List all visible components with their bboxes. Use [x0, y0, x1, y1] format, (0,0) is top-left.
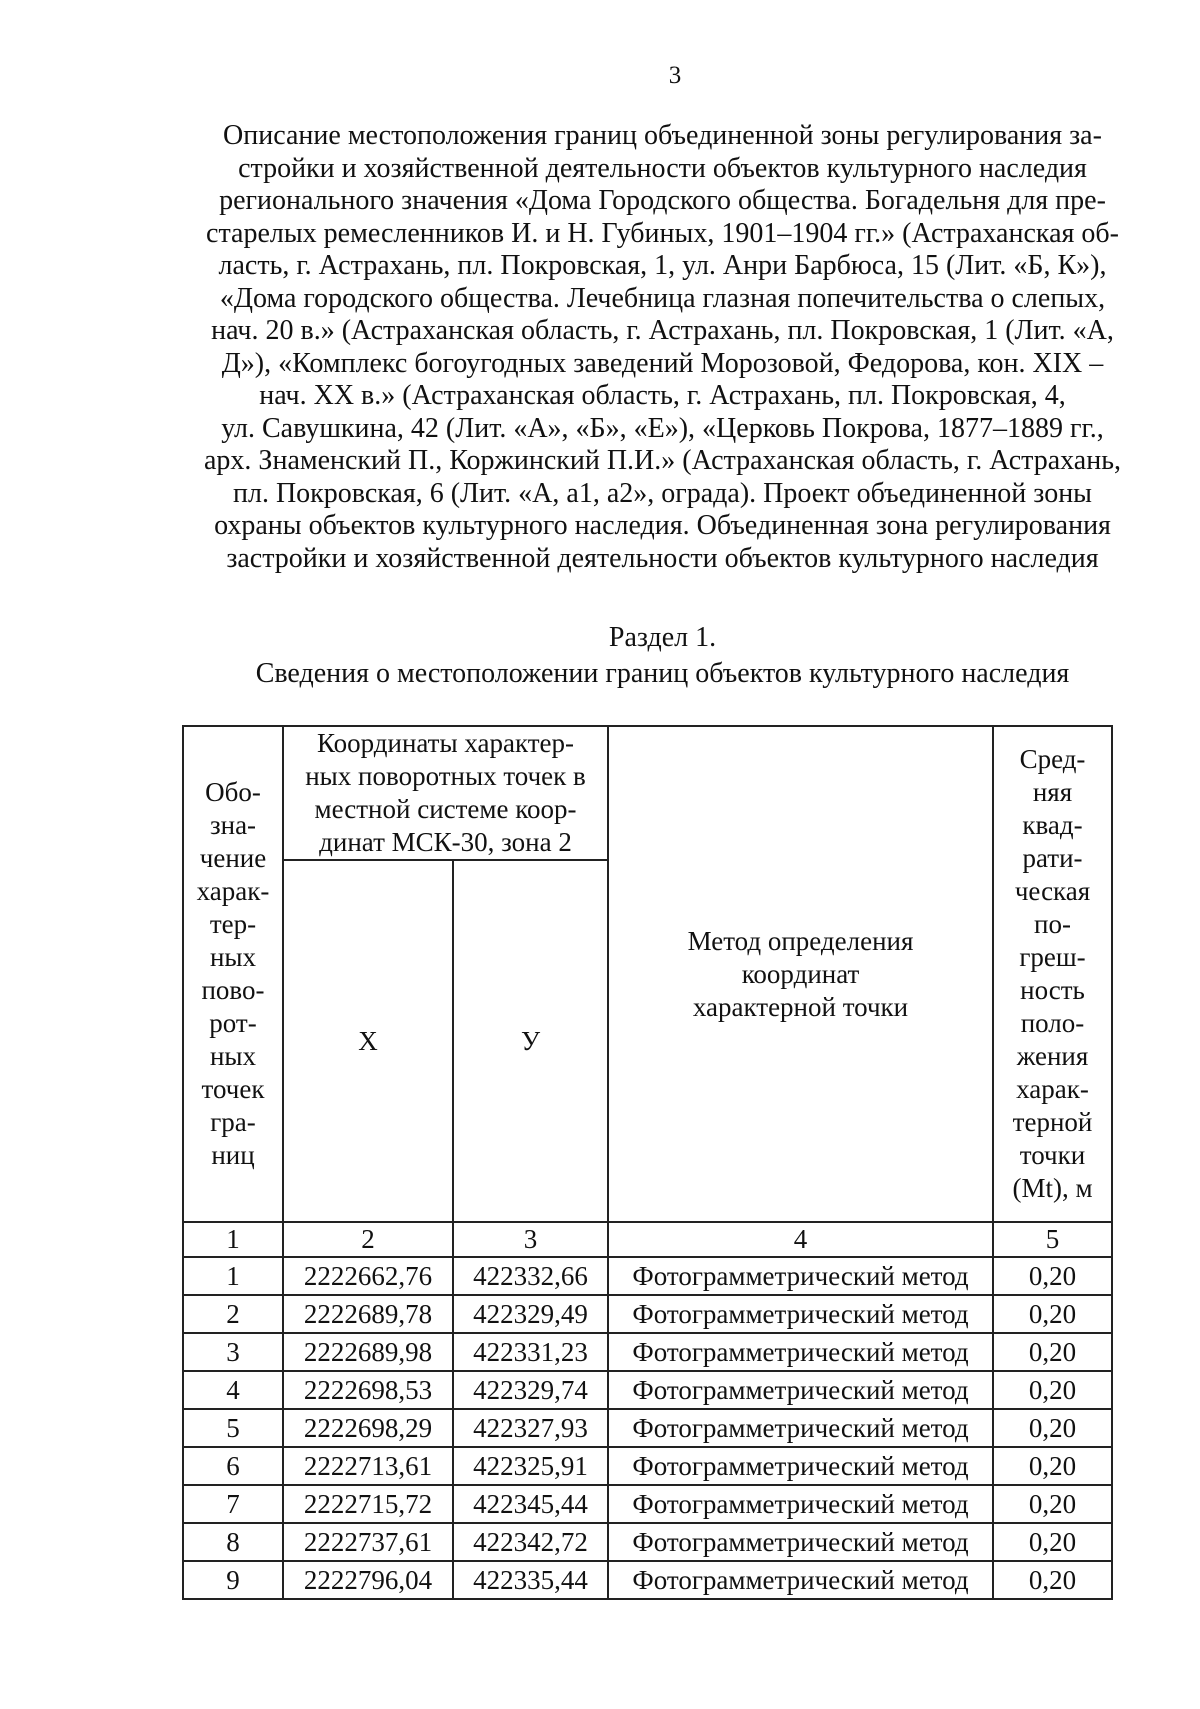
column-number: 2 [283, 1222, 453, 1257]
method: Фотограмметрический метод [608, 1371, 993, 1409]
x-coordinate: 2222713,61 [283, 1447, 453, 1485]
x-coordinate: 2222689,98 [283, 1333, 453, 1371]
y-coordinate: 422345,44 [453, 1485, 608, 1523]
table-row [183, 1409, 1112, 1447]
table-row [183, 1485, 1112, 1523]
point-number: 5 [183, 1409, 283, 1447]
method: Фотограмметрический метод [608, 1295, 993, 1333]
y-coordinate: 422329,74 [453, 1371, 608, 1409]
x-coordinate: 2222737,61 [283, 1523, 453, 1561]
y-coordinate: 422332,66 [453, 1257, 608, 1295]
x-coordinate: 2222662,76 [283, 1257, 453, 1295]
method: Фотограмметрический метод [608, 1447, 993, 1485]
description-line: ул. Савушкина, 42 (Лит. «А», «Б», «Е»), «Церковь Покрова, 1877–1889 гг., [221, 412, 1104, 444]
description-line: охраны объектов культурного наследия. Объединенная зона регулирования [214, 510, 1111, 541]
description-line: старелых ремесленников И. и Н. Губиных, 1901–1904 гг.» (Астраханская об- [206, 217, 1119, 249]
method: Фотограмметрический метод [608, 1257, 993, 1295]
table-row [183, 1295, 1112, 1333]
point-number: 1 [183, 1257, 283, 1295]
mean-error: 0,20 [993, 1447, 1112, 1485]
point-number: 7 [183, 1485, 283, 1523]
description-line: нач. 20 в.» (Астраханская область, г. Астрахань, пл. Покровская, 1 (Лит. «А, [211, 315, 1114, 346]
description-line: стройки и хозяйственной деятельности объектов культурного наследия [238, 152, 1087, 184]
table-row [183, 1333, 1112, 1371]
column-number: 1 [183, 1222, 283, 1257]
header-coordinates: Координаты характер- ных поворотных точек в местной системе коор- динат МСК-30, зона 2 [283, 726, 608, 860]
mean-error: 0,20 [993, 1561, 1112, 1599]
y-coordinate: 422342,72 [453, 1523, 608, 1561]
table-row [183, 1561, 1112, 1599]
description-line: Описание местоположения границ объединенной зоны регулирования за- [223, 120, 1102, 151]
section-heading [195, 620, 1130, 692]
mean-error: 0,20 [993, 1485, 1112, 1523]
point-number: 8 [183, 1523, 283, 1561]
y-coordinate: 422325,91 [453, 1447, 608, 1485]
section-title: Раздел 1. [608, 622, 717, 653]
description-line: пл. Покровская, 6 (Лит. «А, а1, а2», ограда). Проект объединенной зоны [232, 477, 1092, 509]
description-line: Д»), «Комплекс богоугодных заведений Морозовой, Федорова, кон. XIX – [221, 347, 1104, 379]
mean-error: 0,20 [993, 1295, 1112, 1333]
mean-error: 0,20 [993, 1371, 1112, 1409]
y-coordinate: 422335,44 [453, 1561, 608, 1599]
x-coordinate: 2222698,53 [283, 1371, 453, 1409]
x-coordinate: 2222698,29 [283, 1409, 453, 1447]
mean-error: 0,20 [993, 1409, 1112, 1447]
point-number: 9 [183, 1561, 283, 1599]
method: Фотограмметрический метод [608, 1485, 993, 1523]
point-number: 4 [183, 1371, 283, 1409]
section-subtitle: Сведения о местоположении границ объектов культурного наследия [255, 658, 1070, 689]
mean-error: 0,20 [993, 1257, 1112, 1295]
column-number: 3 [453, 1222, 608, 1257]
method: Фотограмметрический метод [608, 1523, 993, 1561]
x-coordinate: 2222715,72 [283, 1485, 453, 1523]
header-y: У [453, 860, 608, 1222]
method: Фотограмметрический метод [608, 1409, 993, 1447]
table-row [183, 1523, 1112, 1561]
header-designation: Обо- зна- чение харак- тер- ных пово- рот- ных точек гра- ниц [183, 726, 283, 1222]
description-line: застройки и хозяйственной деятельности объектов культурного наследия [226, 542, 1099, 574]
description-line: нач. XX в.» (Астраханская область, г. Астрахань, пл. Покровская, 4, [259, 380, 1066, 411]
point-number: 3 [183, 1333, 283, 1371]
x-coordinate: 2222689,78 [283, 1295, 453, 1333]
table-header-row [183, 726, 1112, 860]
y-coordinate: 422331,23 [453, 1333, 608, 1371]
point-number: 6 [183, 1447, 283, 1485]
y-coordinate: 422327,93 [453, 1409, 608, 1447]
method: Фотограмметрический метод [608, 1561, 993, 1599]
document-description [195, 120, 1130, 575]
header-x: Х [283, 860, 453, 1222]
description-line: «Дома городского общества. Лечебница глазная попечительства о слепых, [219, 282, 1106, 314]
mean-error: 0,20 [993, 1523, 1112, 1561]
table-row [183, 1371, 1112, 1409]
table-row [183, 1447, 1112, 1485]
x-coordinate: 2222796,04 [283, 1561, 453, 1599]
page-number: 3 [668, 62, 682, 89]
description-line: регионального значения «Дома Городского общества. Богадельня для пре- [219, 185, 1106, 216]
table-row [183, 1257, 1112, 1295]
column-number: 4 [608, 1222, 993, 1257]
point-number: 2 [183, 1295, 283, 1333]
y-coordinate: 422329,49 [453, 1295, 608, 1333]
method: Фотограмметрический метод [608, 1333, 993, 1371]
description-line: ласть, г. Астрахань, пл. Покровская, 1, ул. Анри Барбюса, 15 (Лит. «Б, К»), [218, 250, 1107, 281]
column-number: 5 [993, 1222, 1112, 1257]
header-method: Метод определения координат характерной точки [608, 726, 993, 1222]
column-number-row [183, 1222, 1112, 1257]
coordinates-table [182, 725, 1113, 1600]
header-error: Сред- няя квад- рати- ческая по- греш- ность поло- жения харак- терной точки (Mt), м [993, 726, 1112, 1222]
description-line: арх. Знаменский П., Коржинский П.И.» (Астраханская область, г. Астрахань, [204, 445, 1121, 476]
mean-error: 0,20 [993, 1333, 1112, 1371]
